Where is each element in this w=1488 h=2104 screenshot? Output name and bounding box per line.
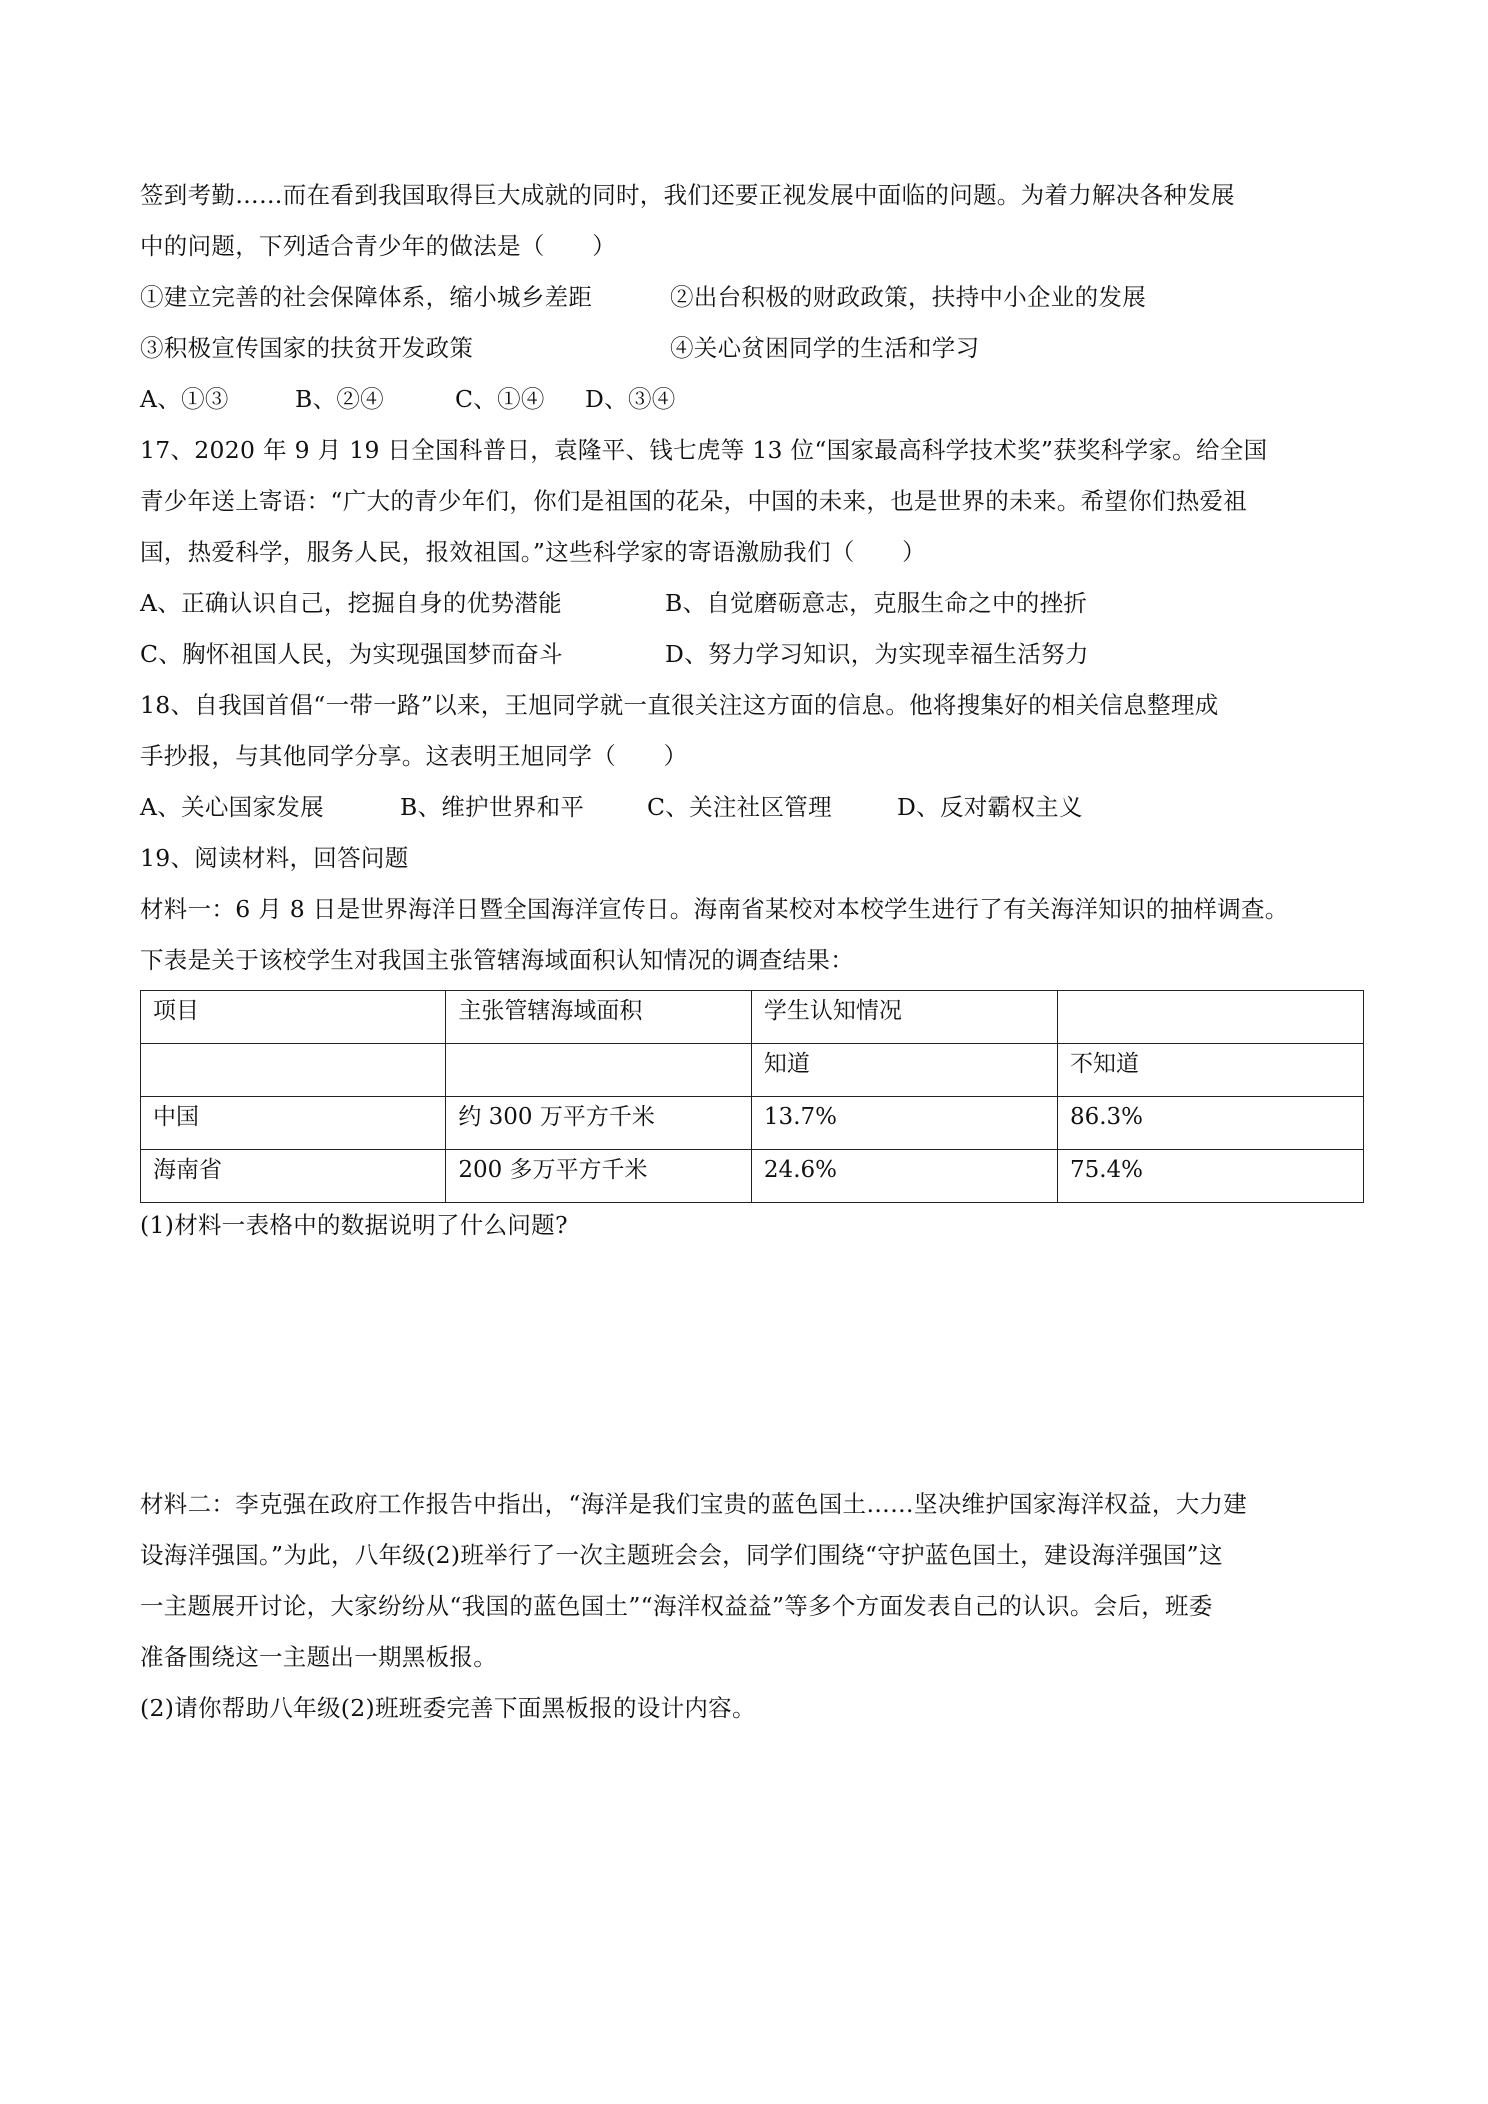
survey-table xyxy=(140,990,1364,1203)
table-row xyxy=(141,1044,1364,1097)
q16-option-1: ①建立完善的社会保障体系，缩小城乡差距 xyxy=(140,283,593,311)
q16-choice-d: D、③④ xyxy=(585,385,676,413)
q19-subquestion-1: (1)材料一表格中的数据说明了什么问题? xyxy=(140,1211,568,1239)
q17-choice-d: D、努力学习知识，为实现幸福生活努力 xyxy=(665,640,1089,668)
table-cell xyxy=(141,1044,446,1097)
table-cell: 约 300 万平方千米 xyxy=(446,1097,752,1150)
table-cell: 海南省 xyxy=(141,1150,446,1203)
q17-choice-b: B、自觉磨砺意志，克服生命之中的挫折 xyxy=(665,589,1088,617)
q19-subquestion-2: (2)请你帮助八年级(2)班班委完善下面黑板报的设计内容。 xyxy=(140,1694,756,1722)
q19-material2-line3: 一主题展开讨论，大家纷纷从“我国的蓝色国土”“海洋权益益”等多个方面发表自己的认识。会后，班委 xyxy=(140,1592,1213,1620)
table-row xyxy=(141,1097,1364,1150)
q16-choice-b: B、②④ xyxy=(295,385,384,413)
q16-option-3: ③积极宣传国家的扶贫开发政策 xyxy=(140,334,474,362)
table-cell: 24.6% xyxy=(751,1150,1057,1203)
table-cell: 86.3% xyxy=(1057,1097,1363,1150)
table-cell xyxy=(1057,991,1363,1044)
q17-choices-row2 xyxy=(140,629,1365,680)
table-cell: 不知道 xyxy=(1057,1044,1363,1097)
table-cell: 中国 xyxy=(141,1097,446,1150)
q18-choice-d: D、反对霸权主义 xyxy=(897,793,1083,821)
q16-text-line2: 中的问题，下列适合青少年的做法是（ ） xyxy=(140,232,616,260)
q17-text-line3: 国，热爱科学，服务人民，报效祖国。”这些科学家的寄语激励我们（ ） xyxy=(140,538,926,566)
q19-material2-line1: 材料二：李克强在政府工作报告中指出，“海洋是我们宝贵的蓝色国土……坚决维护国家海洋权益，大力建 xyxy=(140,1490,1248,1518)
q16-text-line1: 签到考勤……而在看到我国取得巨大成就的同时，我们还要正视发展中面临的问题。为着力解决各种发展 xyxy=(140,181,1235,209)
q16-option-2: ②出台积极的财政政策，扶持中小企业的发展 xyxy=(670,283,1146,311)
q17-text-line1: 17、2020 年 9 月 19 日全国科普日，袁隆平、钱七虎等 13 位“国家最高科学技术奖”获奖科学家。给全国 xyxy=(140,436,1268,464)
q16-choices xyxy=(140,374,1365,425)
q18-choice-b: B、维护世界和平 xyxy=(400,793,585,821)
table-cell: 学生认知情况 xyxy=(751,991,1057,1044)
q16-choice-a: A、①③ xyxy=(140,385,229,413)
q16-choice-c: C、①④ xyxy=(455,385,545,413)
q19-material1-line2: 下表是关于该校学生对我国主张管辖海域面积认知情况的调查结果： xyxy=(140,946,854,974)
q16-options-row1 xyxy=(140,272,1365,323)
q19-material1-line1: 材料一：6 月 8 日是世界海洋日暨全国海洋宣传日。海南省某校对本校学生进行了有关海洋知识的抽样调查。 xyxy=(140,895,1289,923)
q18-choice-c: C、关注社区管理 xyxy=(647,793,832,821)
q19-title: 19、阅读材料，回答问题 xyxy=(140,844,409,872)
q17-choices-row1 xyxy=(140,578,1365,629)
q16-options-row2 xyxy=(140,323,1365,374)
table-cell: 项目 xyxy=(141,991,446,1044)
answer-space xyxy=(140,1247,1365,1479)
table-row xyxy=(141,991,1364,1044)
q17-choice-c: C、胸怀祖国人民，为实现强国梦而奋斗 xyxy=(140,640,563,668)
q19-material2-line4: 准备围绕这一主题出一期黑板报。 xyxy=(140,1643,497,1671)
q18-text-line1: 18、自我国首倡“一带一路”以来，王旭同学就一直很关注这方面的信息。他将搜集好的相关信息整理成 xyxy=(140,691,1219,719)
table-row xyxy=(141,1150,1364,1203)
q17-text-line2: 青少年送上寄语：“广大的青少年们，你们是祖国的花朵，中国的未来，也是世界的未来。希望你们热爱祖 xyxy=(140,487,1248,515)
table-cell: 知道 xyxy=(751,1044,1057,1097)
table-cell: 主张管辖海域面积 xyxy=(446,991,752,1044)
q17-choice-a: A、正确认识自己，挖掘自身的优势潜能 xyxy=(140,589,562,617)
document-page xyxy=(140,170,1365,1734)
table-cell: 75.4% xyxy=(1057,1150,1363,1203)
q18-choices xyxy=(140,782,1365,833)
q19-material2-line2: 设海洋强国。”为此，八年级(2)班举行了一次主题班会会，同学们围绕“守护蓝色国土，建设海洋强国”这 xyxy=(140,1541,1223,1569)
table-cell: 13.7% xyxy=(751,1097,1057,1150)
table-cell: 200 多万平方千米 xyxy=(446,1150,752,1203)
q16-option-4: ④关心贫困同学的生活和学习 xyxy=(670,334,980,362)
table-cell xyxy=(446,1044,752,1097)
q18-choice-a: A、关心国家发展 xyxy=(140,793,324,821)
q18-text-line2: 手抄报，与其他同学分享。这表明王旭同学（ ） xyxy=(140,742,688,770)
